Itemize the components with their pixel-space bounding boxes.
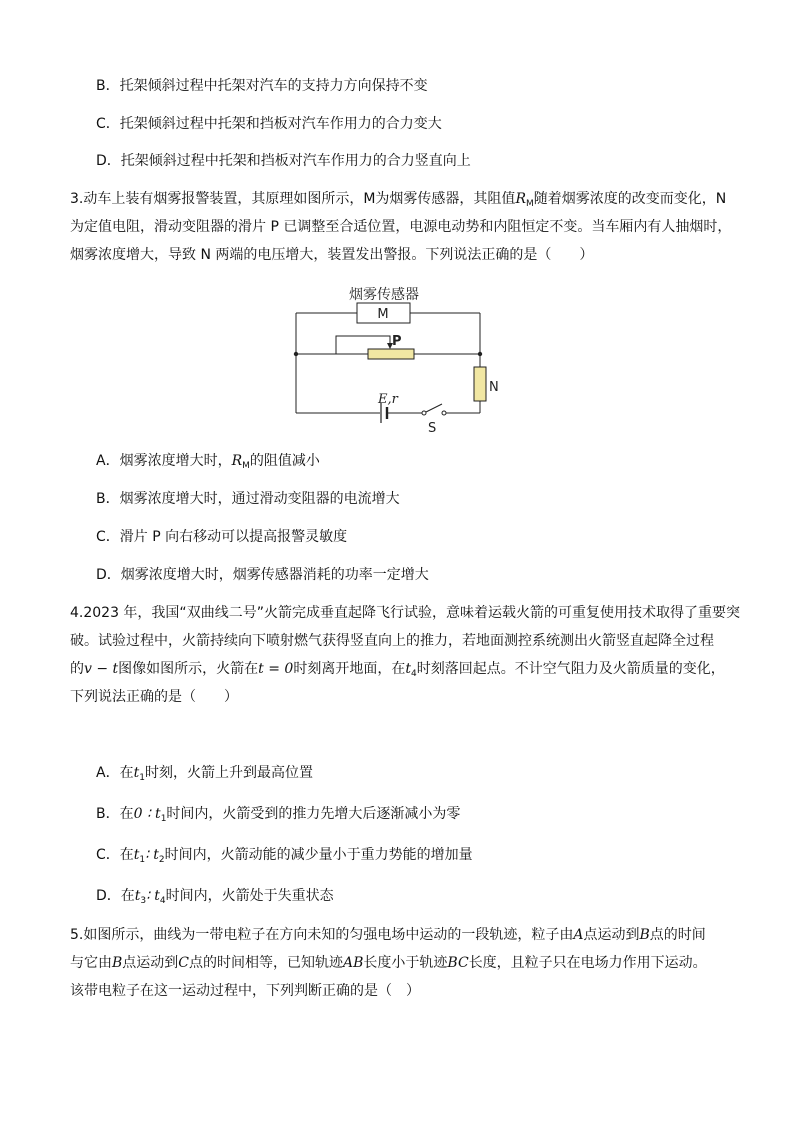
q4-option-a: A．在$t_1$时刻，火箭上升到最高位置 [96,765,313,783]
q3-option-c: C．滑片 P 向右移动可以提高报警灵敏度 [96,529,348,545]
switch-contact-right [442,411,446,415]
switch-s-label: S [428,421,437,436]
q4-stem-line2: 破。试验过程中，火箭持续向下喷射燃气获得竖直向上的推力，若地面测控系统测出火箭竖直起降全过程 [70,633,714,649]
q4-stem-line4: 下列说法正确的是（ ） [70,689,238,705]
switch-blade [426,404,442,412]
q4-option-c: C．在$t_1∶$ $t_2$时间内，火箭动能的减少量小于重力势能的增加量 [96,847,473,865]
q5-stem-line3: 该带电粒子在这一运动过程中，下列判断正确的是（ ） [70,983,420,999]
q5-stem-line2: 与它由B点运动到C点的时间相等，已知轨迹AB长度小于轨迹BC长度，且粒子只在电场力作用下运动。 [70,955,707,971]
q4-option-b: B．在0 ∶ $t_1$时间内，火箭受到的推力先增大后逐渐减小为零 [96,806,461,824]
q4-stem-line1: 4.2023 年，我国“双曲线二号”火箭完成垂直起降飞行试验，意味着运载火箭的可重复使用技术取得了重要突 [70,605,740,621]
q3-stem-line2: 为定值电阻，滑动变阻器的滑片 P 已调整至合适位置，电源电动势和内阻恒定不变。当车厢内有人抽烟时， [70,219,732,235]
resistor-n-label: N [489,380,499,395]
battery-label: E,r [378,392,398,407]
resistor-n [474,367,486,401]
q3-option-b: B．烟雾浓度增大时，通过滑动变阻器的电流增大 [96,491,400,507]
q3-option-d: D．烟雾浓度增大时，烟雾传感器消耗的功率一定增大 [96,567,429,583]
q4-option-d: D．在$t_3∶$ $t_4$时间内，火箭处于失重状态 [96,888,334,906]
q5-stem-line1: 5.如图所示，曲线为一带电粒子在方向未知的匀强电场中运动的一段轨迹，粒子由A点运动到B点的时间 [70,927,706,943]
q3-stem-line3: 烟雾浓度增大，导致 N 两端的电压增大，装置发出警报。下列说法正确的是（ ） [70,247,594,263]
slider-p-label: P [392,334,402,349]
rheostat-body [368,349,414,359]
sensor-m-label: M [377,307,389,322]
circuit-title: 烟雾传感器 [349,287,419,303]
prev-option-d: D．托架倾斜过程中托架和挡板对汽车作用力的合力竖直向上 [96,153,471,169]
junction-right [478,352,482,356]
q4-stem-line3: 的v − t图像如图所示，火箭在t = 0时刻离开地面，在$t_4$时刻落回起点。不计空气阻力及火箭质量的变化， [70,661,725,679]
prev-option-b: B．托架倾斜过程中托架对汽车的支持力方向保持不变 [96,78,428,94]
switch-contact-left [422,411,426,415]
q3-option-a: A．烟雾浓度增大时，$R_M$的阻值减小 [96,453,320,471]
prev-option-c: C．托架倾斜过程中托架和挡板对汽车作用力的合力变大 [96,116,442,132]
q3-stem-line1: 3.动车上装有烟雾报警装置，其原理如图所示，M为烟雾传感器，其阻值$R_M$随着烟雾浓度的改变而变化，N [70,191,727,209]
junction-left [294,352,298,356]
smoke-alarm-circuit-figure [280,280,510,440]
